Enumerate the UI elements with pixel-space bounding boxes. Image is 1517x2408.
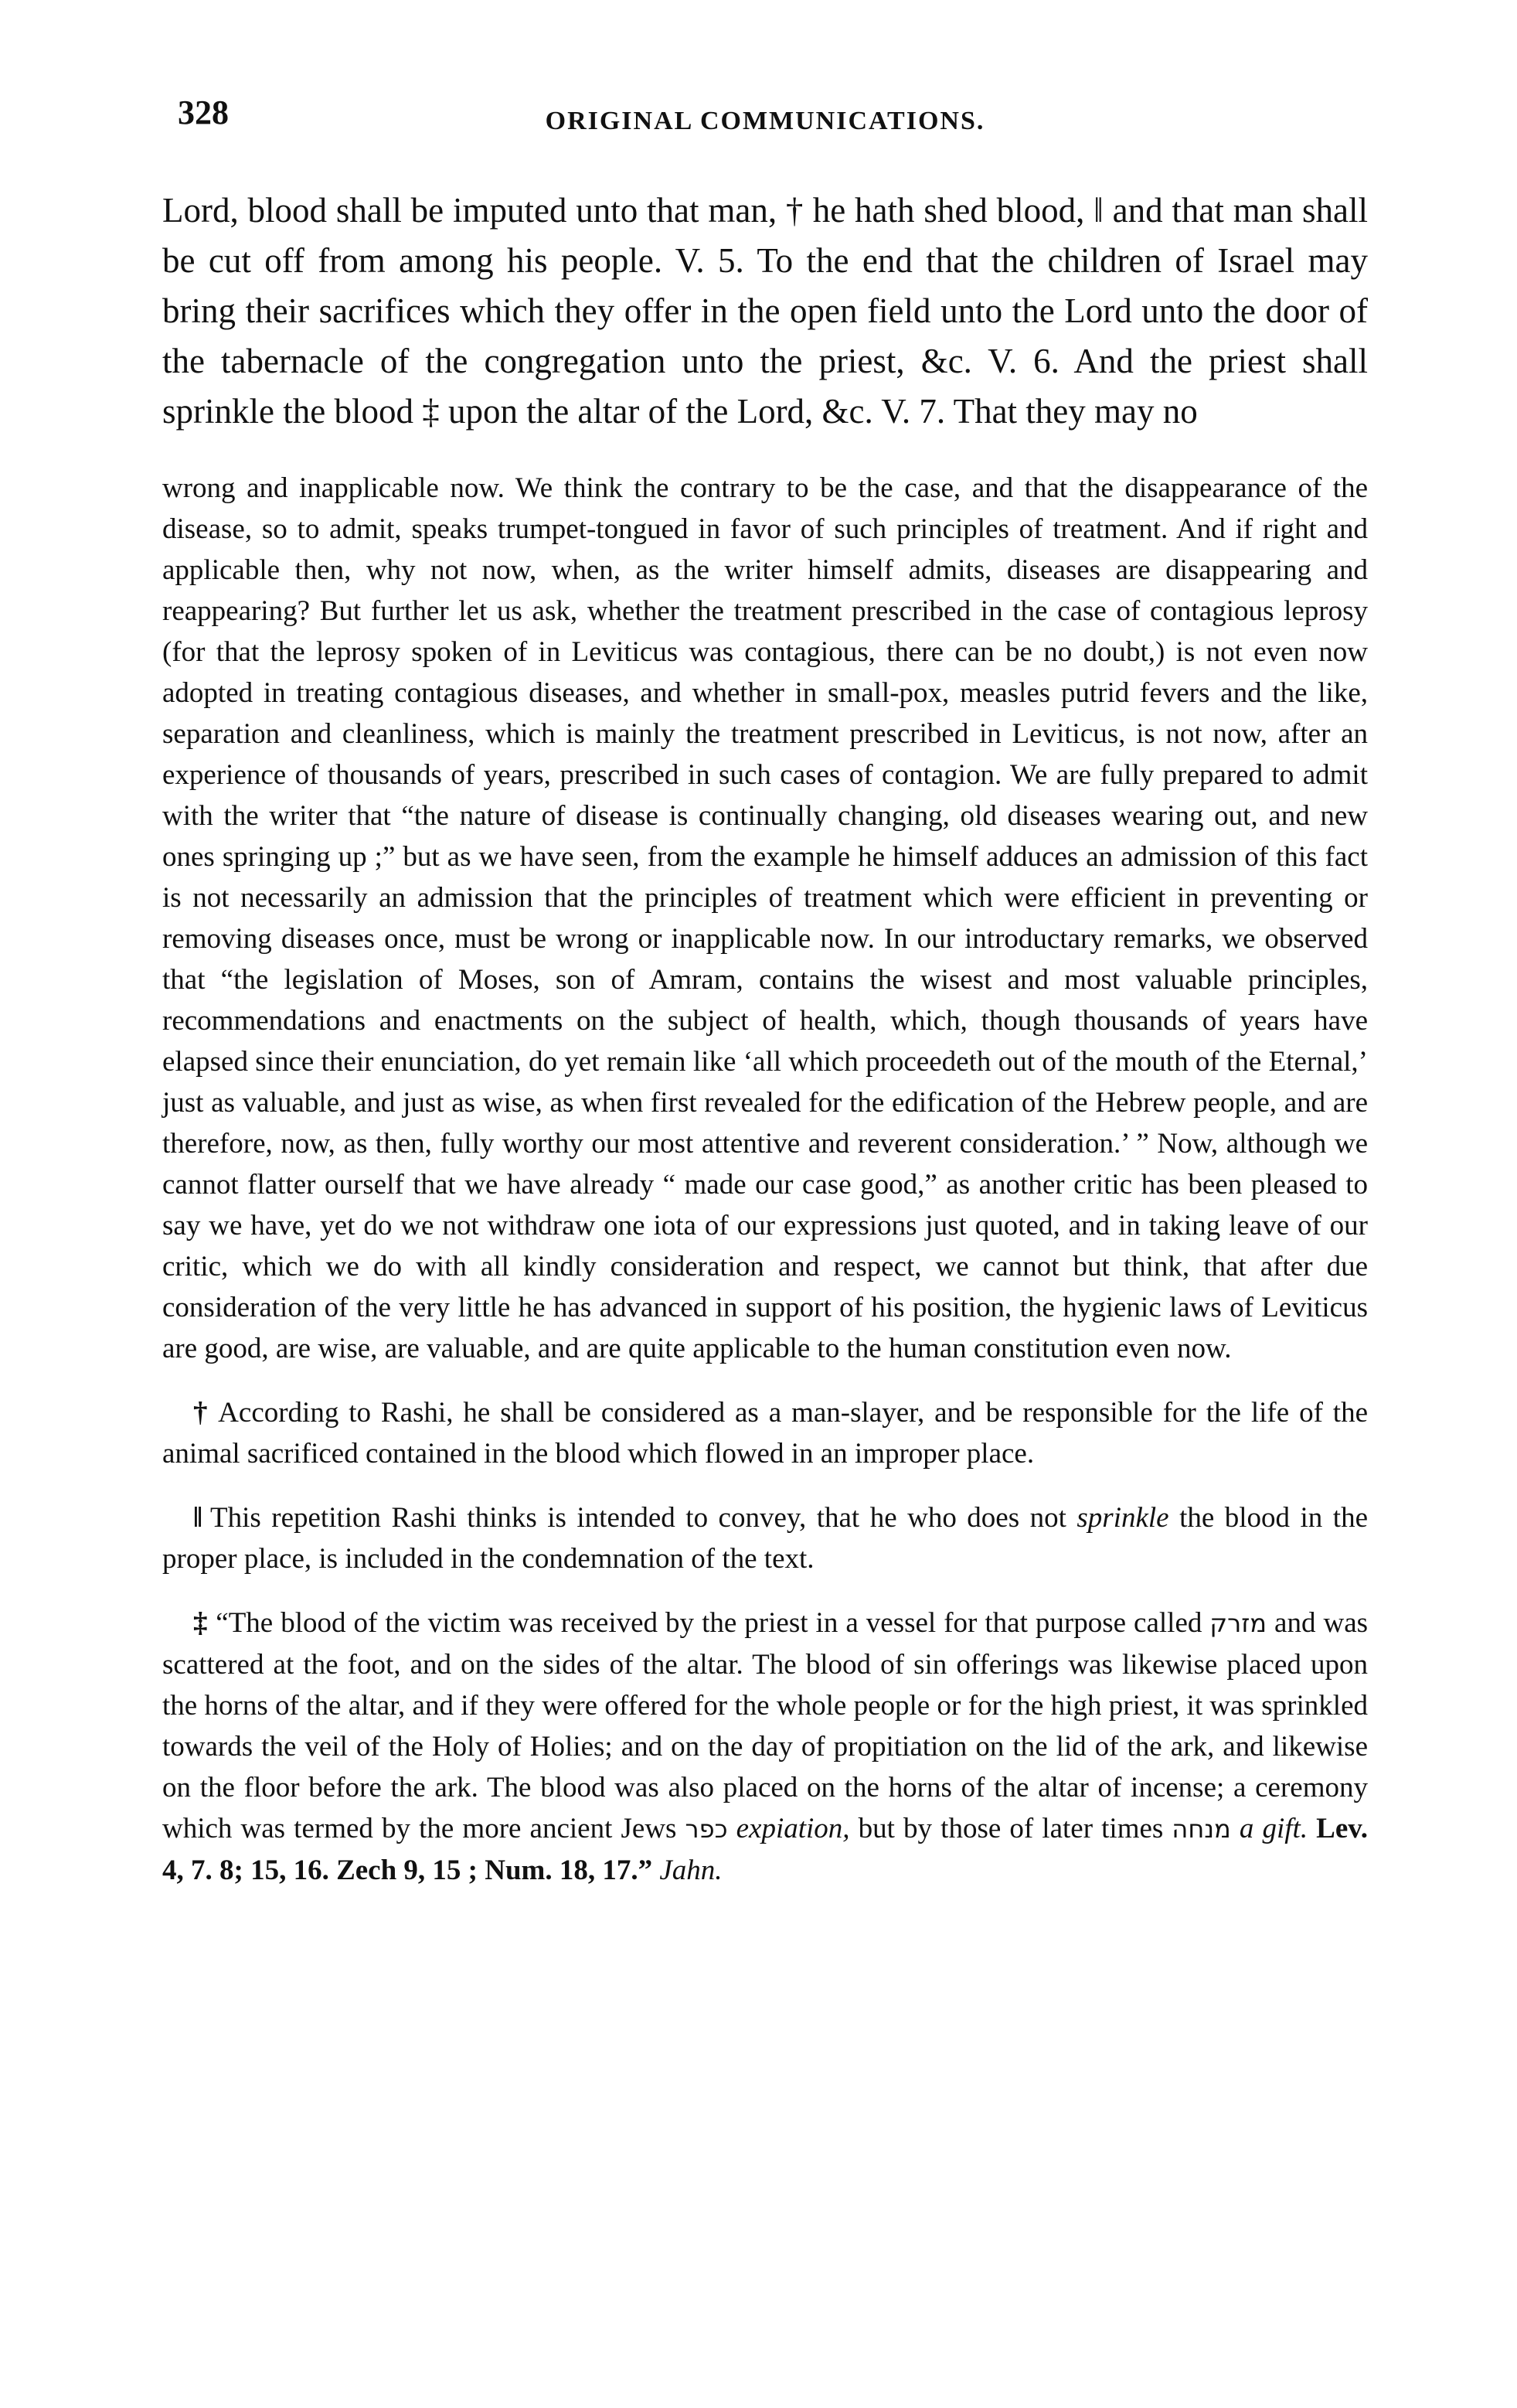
main-text-paragraph: Lord, blood shall be imputed unto that man, † he hath shed blood, ‖ and that man shall be cut off from among his people. V. 5. To the end that the children of Israel may bring their sacrifices which they offer in the open field unto the Lord unto the door of the tabernacle of the congregation unto the priest, &c. V. 6. And the priest shall sprinkle the blood ‡ upon the altar of the Lord, &c. V. 7. That they may no [162,191,1368,431]
footnote-author: Jahn. [659,1855,723,1886]
footnote-emphasis: sprinkle [1077,1502,1169,1534]
footnote-parallel [162,1497,1368,1579]
continued-note-paragraph: wrong and inapplicable now. We think the contrary to be the case, and that the disappearance of the disease, so to admit, speaks trumpet-tongued in favor of such principles of treatment. And if right and applicable then, why not now, when, as the writer himself admits, diseases are disappearing and reappearing? But further let us ask, whether the treatment prescribed in the case of contagious leprosy (for that the leprosy spoken of in Leviticus was contagious, there can be no doubt,) is not even now adopted in treating contagious diseases, and whether in small-pox, measles putrid fevers and the like, separation and cleanliness, which is mainly the treatment prescribed in Leviticus, is not now, after an experience of thousands of years, prescribed in such cases of contagion. We are fully prepared to admit with the writer that “the nature of disease is continually changing, old diseases wearing out, and new ones springing up ;” but as we have seen, from the example he himself adduces an admission of this fact is not necessarily an admission that the principles of treatment which were efficient in preventing or removing diseases once, must be wrong or inapplicable now. In our introductary remarks, we observed that “the legislation of Moses, son of Amram, contains the wisest and most valuable principles, recommendations and enactments on the subject of health, which, though thousands of years have elapsed since their enunciation, do yet remain like ‘all which proceedeth out of the mouth of the Eternal,’ just as valuable, and just as wise, as when first revealed for the edification of the Hebrew people, and are therefore, now, as then, fully worthy our most attentive and reverent consideration.’ ” Now, although we cannot flatter ourself that we have already “ made our case good,” as another critic has been pleased to say we have, yet do we not withdraw one iota of our expressions just quoted, and in taking leave of our critic, which we do with all kindly consideration and respect, we cannot but think, that after due consideration of the very little he has advanced in support of his position, the hygienic laws of Leviticus are good, are wise, are valuable, and are quite applicable to the human constitution even now. [162,472,1368,1364]
footnote-text: “The blood of the victim was received by the priest in a vessel for that purpose called [216,1607,1210,1639]
footnote-emphasis: a gift. [1239,1813,1308,1844]
page-header [162,93,1368,155]
hebrew-word: מזרק [1209,1609,1267,1638]
footnote-text: and was scattered at the foot, and on the sides of the altar. The blood of sin offerings was likewise placed upon the horns of the altar, and if they were offered for the whole people or for the high priest, it was sprinkled towards the veil of the Holy of Holies; and on the day of propitiation on the lid of the ark, and likewise on the floor before the ark. The blood was also placed on the horns of the altar of incense; a ceremony which was termed by the more ancient Jews [162,1607,1369,1844]
footnote-double-dagger [162,1602,1368,1891]
footnote-text: the blood in the proper place, is included in the condemnation of the text. [162,1502,1368,1575]
running-head: ORIGINAL COMMUNICATIONS. [545,107,985,135]
page-number: 328 [178,94,229,131]
hebrew-word: מנחה [1172,1814,1231,1844]
footnote-dagger [162,1392,1368,1474]
footnote-text: but by those of later times [849,1813,1172,1844]
footnote-emphasis: expiation, [736,1813,850,1844]
hebrew-word: כפר [685,1814,728,1844]
footnote-mark: ‖ [193,1502,202,1534]
page [162,93,1368,1891]
footnote-text: According to Rashi, he shall be considered as a man-slayer, and be responsible for the life of the animal sacrificed contained in the blood which flowed in an improper place. [162,1397,1369,1470]
footnote-text: This repetition Rashi thinks is intended to convey, that he who does not [210,1502,1077,1534]
footnote-mark: † [193,1397,211,1429]
footnote-mark: ‡ [193,1607,209,1639]
footnote-references: Lev. 4, 7. 8; 15, 16. Zech 9, 15 ; Num. 18, 17.” [162,1813,1368,1886]
